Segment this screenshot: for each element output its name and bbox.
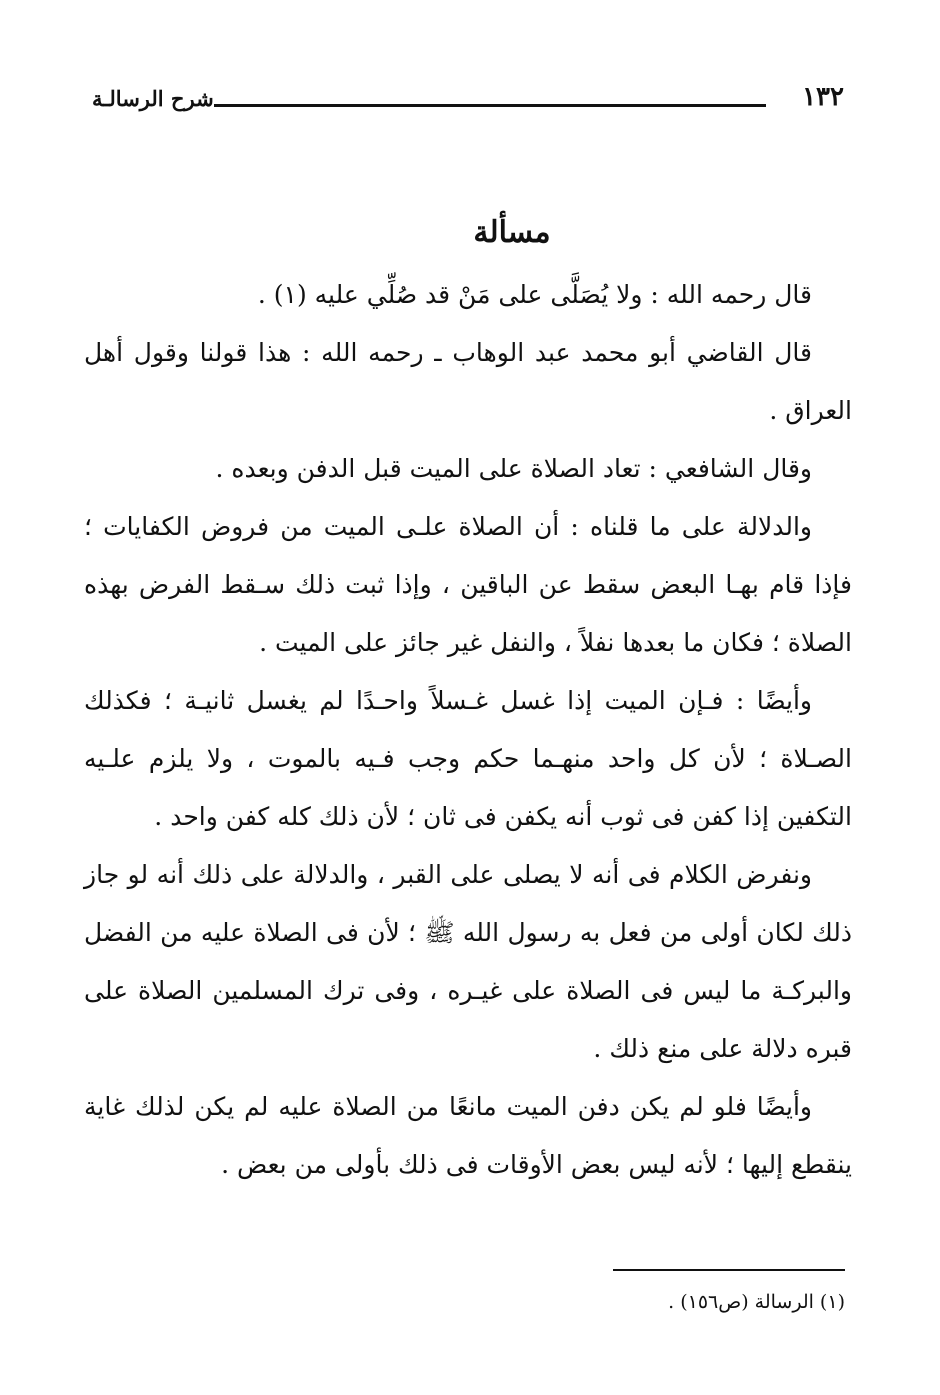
paragraph-4: والدلالة على ما قلناه : أن الصلاة علـى الميت من فروض الكفايات ؛ فإذا قام بهـا البعض سقط عن الباقين ، وإذا ثبت ذلك سـقط الفرض بهذه الصلاة ؛ فكان ما بعدها نفلاً ، والنفل غير جائز على الميت . [84,512,852,657]
header-rule [214,104,766,107]
main-text [84,208,852,1194]
page-number: ١٣٢ [802,82,844,112]
paragraph-1: قال رحمه الله : ولا يُصَلَّى على مَنْ قد صُلِّي عليه (١) . [257,280,812,309]
book-title: شرح الرسالـة [92,86,214,111]
footnote-rule [613,1269,845,1271]
paragraph-7: وأيضًا فلو لم يكن دفن الميت مانعًا من الصلاة عليه لم يكن لذلك غاية ينقطع إليها ؛ لأنه ليس بعض الأوقات فى ذلك بأولى من بعض . [84,1092,852,1179]
paragraph-6: ونفرض الكلام فى أنه لا يصلى على القبر ، والدلالة على ذلك أنه لو جاز ذلك لكان أولى من فعل به رسول الله ﷺ ؛ لأن فى الصلاة عليه من الفضل والبركـة ما ليس فى الصلاة على غيـره ، وفى ترك المسلمين الصلاة على قبره دلالة على منع ذلك . [84,860,852,1063]
running-header [88,78,852,124]
paragraph-3: وقال الشافعي : تعاد الصلاة على الميت قبل الدفن وبعده . [215,454,812,483]
paragraph-2: قال القاضي أبو محمد عبد الوهاب ـ رحمه الله : هذا قولنا وقول أهل العراق . [84,338,852,425]
paragraph-5: وأيضًا : فـإن الميت إذا غسل غـسلاً واحـدًا لم يغسل ثانيـة ؛ فكذلك الصـلاة ؛ لأن كل واحد منهـما حكم وجب فـيه بالموت ، ولا يلزم علـيه التكفين إذا كفن فى ثوب أنه يكفن فى ثان ؛ لأن ذلك كله كفن واحد . [84,686,852,831]
section-heading: مسألة [473,215,551,250]
footnote: (١) الرسالة (ص١٥٦) . [668,1291,845,1313]
